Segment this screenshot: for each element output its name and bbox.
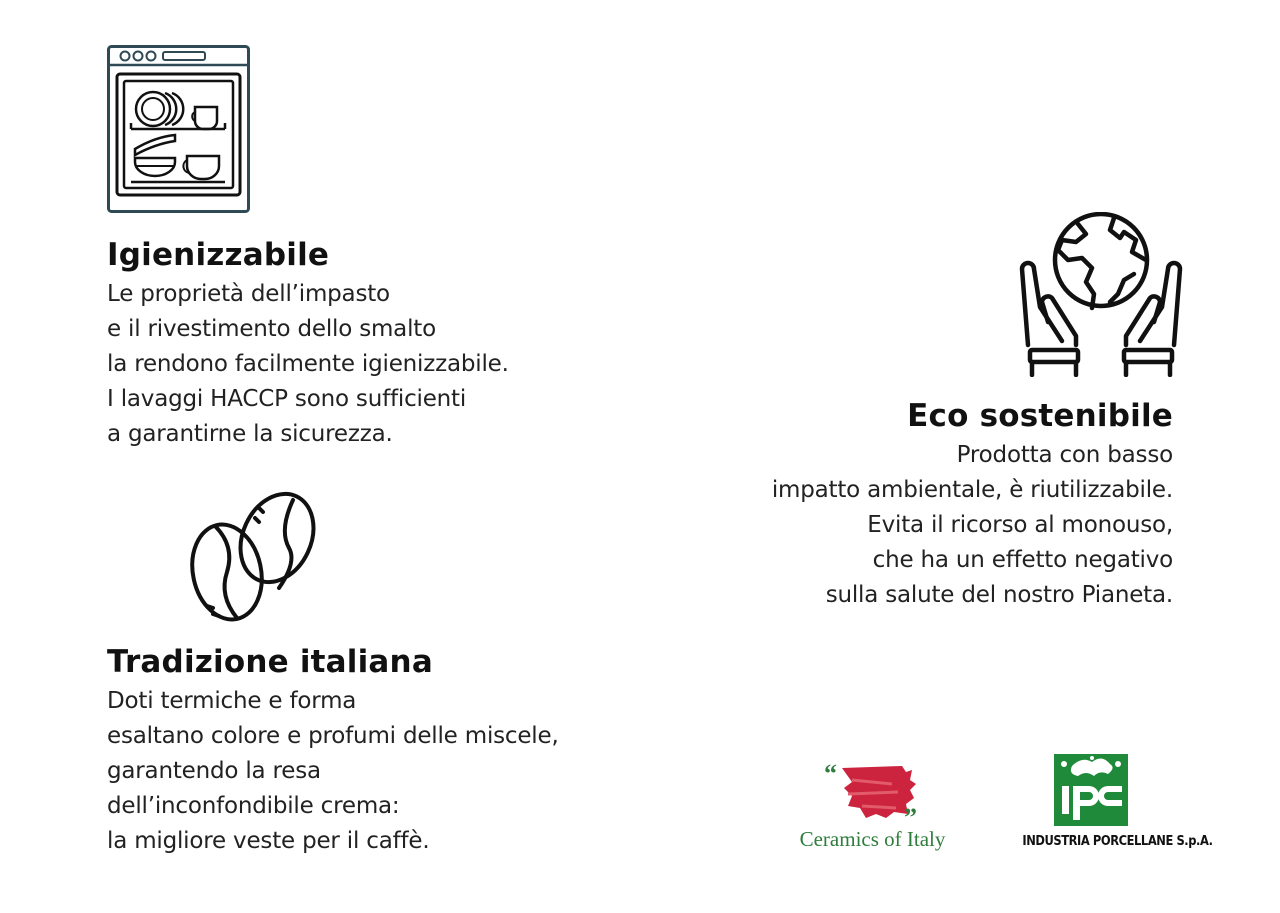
- feature-line: a garantirne la sicurezza.: [107, 421, 393, 447]
- feature-tradizione-italiana: [107, 644, 559, 859]
- ipc-logo: [1054, 754, 1128, 831]
- feature-line: sulla salute del nostro Pianeta.: [825, 582, 1173, 608]
- feature-title: Tradizione italiana: [107, 644, 433, 680]
- feature-line: esaltano colore e profumi delle miscele,: [107, 723, 559, 749]
- feature-line: la rendono facilmente igienizzabile.: [107, 351, 509, 377]
- feature-line: impatto ambientale, è riutilizzabile.: [771, 477, 1173, 503]
- feature-line: Prodotta con basso: [956, 442, 1173, 468]
- feature-line: la migliore veste per il caffè.: [107, 828, 430, 854]
- feature-line: Evita il ricorso al monouso,: [867, 512, 1173, 538]
- ceramics-of-italy-text: Ceramics of Italy: [799, 827, 946, 851]
- ceramics-of-italy-logo: [822, 760, 922, 831]
- feature-line: Doti termiche e forma: [107, 688, 357, 714]
- svg-text:“: “: [824, 760, 837, 788]
- ipc-company-name: INDUSTRIA PORCELLANE S.p.A.: [1022, 833, 1213, 849]
- feature-line: Le proprietà dell’impasto: [107, 281, 390, 307]
- feature-line: dell’inconfondibile crema:: [107, 793, 400, 819]
- dishwasher-icon: [107, 45, 250, 220]
- coffee-beans-icon: [185, 490, 325, 630]
- hands-globe-icon: [1018, 212, 1184, 382]
- feature-line: I lavaggi HACCP sono sufficienti: [107, 386, 467, 412]
- feature-line: e il rivestimento dello smalto: [107, 316, 436, 342]
- feature-eco-sostenibile: [772, 398, 1173, 613]
- feature-line: che ha un effetto negativo: [872, 547, 1173, 573]
- svg-text:”: ”: [904, 803, 917, 826]
- feature-line: garantendo la resa: [107, 758, 321, 784]
- feature-igienizzabile: [107, 237, 509, 452]
- feature-title: Igienizzabile: [107, 237, 330, 273]
- feature-title: Eco sostenibile: [907, 398, 1173, 434]
